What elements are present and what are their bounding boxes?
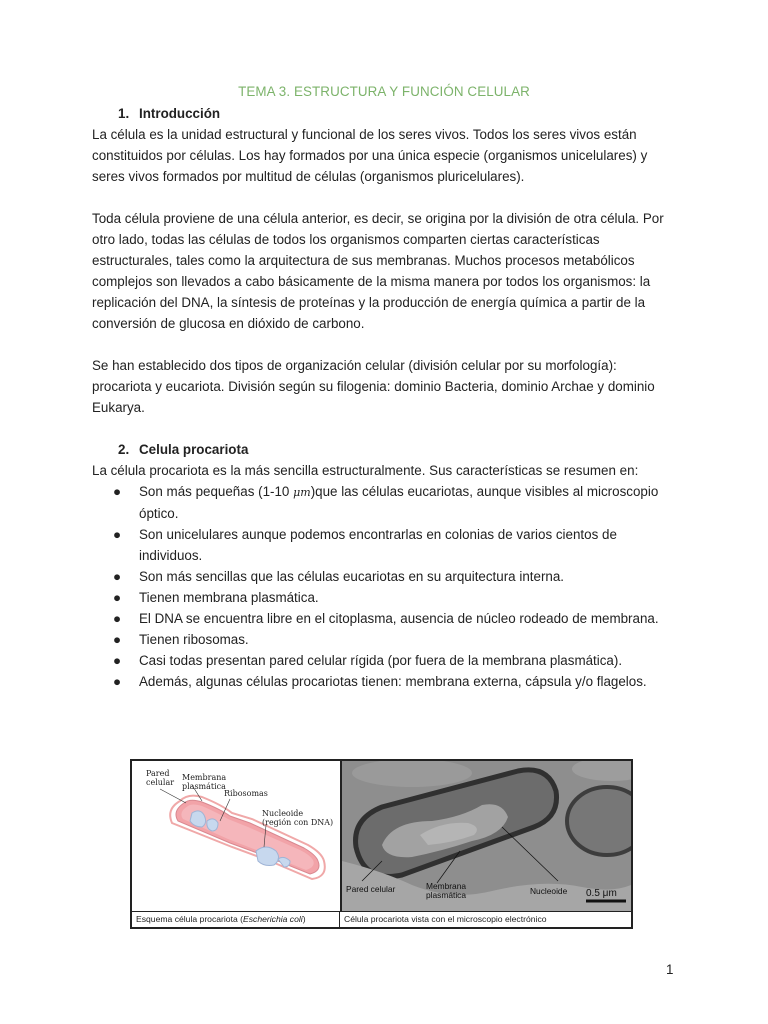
micro-plasma-membrane-label: Membrana — [426, 881, 467, 891]
section-number: 1. — [118, 106, 130, 121]
document-title: TEMA 3. ESTRUCTURA Y FUNCIÓN CELULAR — [238, 84, 530, 99]
list-item: ● Son más sencillas que las células eucariotas en su arquitectura interna. — [92, 566, 676, 587]
list-item: ● Son unicelulares aunque podemos encontrarlas en colonias de varios cientos de individuos. — [92, 524, 676, 566]
figure-caption-row — [132, 911, 631, 928]
bullet-icon: ● — [113, 632, 122, 647]
scale-bar-label: 0.5 μm — [586, 888, 617, 899]
micrograph-caption: Célula procariota vista con el microscopio electrónico — [344, 914, 547, 924]
paragraph: La célula procariota es la más sencilla estructuralmente. Sus características se resumen en: — [92, 463, 639, 478]
schema-caption: Esquema célula procariota (Escherichia coli) — [132, 912, 340, 928]
paragraph: Se han establecido dos tipos de organización celular (división celular por su morfología): procariota y eucariota. División según su filogenia: dominio Bacteria, dominio Archae y dominio Eukarya. — [92, 358, 655, 415]
prokaryote-figure — [130, 759, 633, 929]
paragraph: La célula es la unidad estructural y funcional de los seres vivos. Todos los seres vivos están constituidos por células. Los hay formados por una única especie (organismos unicelulares) y seres vivos formados por multitud de células (organismos pluricelulares). — [92, 127, 648, 184]
bullet-icon: ● — [113, 674, 122, 689]
prokaryote-schema — [132, 761, 340, 911]
section-title: Celula procariota — [139, 442, 249, 457]
micro-nucleoid-label: Nucleoide — [530, 886, 568, 896]
section-number: 2. — [118, 442, 130, 457]
document-page — [92, 84, 676, 692]
section-heading-procariota — [118, 439, 676, 460]
page-number: 1 — [666, 962, 674, 977]
paragraph: Toda célula proviene de una célula anterior, es decir, se origina por la división de otra célula. Por otro lado, todas las células de todos los organismos comparten ciertas características estructurales, tales como la arquitectura de sus membranas. Muchos procesos metabólicos complejos son llevados a cabo básicamente de la misma manera por todos los organismos: la replicación del DNA, la síntesis de proteínas y la producción de energía química a partir de la conversión de glucosa en dióxido de carbono. — [92, 211, 664, 331]
list-item: ● El DNA se encuentra libre en el citoplasma, ausencia de núcleo rodeado de membrana. — [92, 608, 676, 629]
list-item: ● Casi todas presentan pared celular rígida (por fuera de la membrana plasmática). — [92, 650, 676, 671]
section-title: Introducción — [139, 106, 221, 121]
bullet-icon: ● — [113, 611, 122, 626]
characteristics-list — [92, 481, 676, 692]
cell-wall-label: celular — [146, 778, 175, 787]
cell-wall-label: Pared — [146, 769, 170, 778]
list-item: ● Tienen ribosomas. — [92, 629, 676, 650]
micro-plasma-membrane-label: plasmática — [426, 890, 467, 900]
plasma-membrane-label: Membrana — [182, 773, 227, 782]
section-heading-introduccion — [118, 103, 676, 124]
bullet-icon: ● — [113, 527, 122, 542]
micrometer-unit: μm — [293, 486, 311, 499]
list-item: ● Son más pequeñas (1-10 μm)que las células eucariotas, aunque visibles al microscopio óptico. — [92, 481, 676, 524]
list-item: ● Además, algunas células procariotas tienen: membrana externa, cápsula y/o flagelos. — [92, 671, 676, 692]
nucleoid-label: (región con DNA) — [262, 818, 334, 827]
bullet-icon: ● — [113, 569, 122, 584]
micro-cell-wall-label: Pared celular — [346, 884, 396, 894]
nucleoid-label: Nucleoide — [262, 809, 304, 818]
bullet-icon: ● — [113, 653, 122, 668]
bullet-icon: ● — [113, 484, 122, 499]
ribosomes-label: Ribosomas — [224, 789, 268, 798]
electron-micrograph — [342, 761, 631, 911]
list-item: ● Tienen membrana plasmática. — [92, 587, 676, 608]
plasma-membrane-label: plasmática — [182, 782, 226, 791]
bullet-icon: ● — [113, 590, 122, 605]
